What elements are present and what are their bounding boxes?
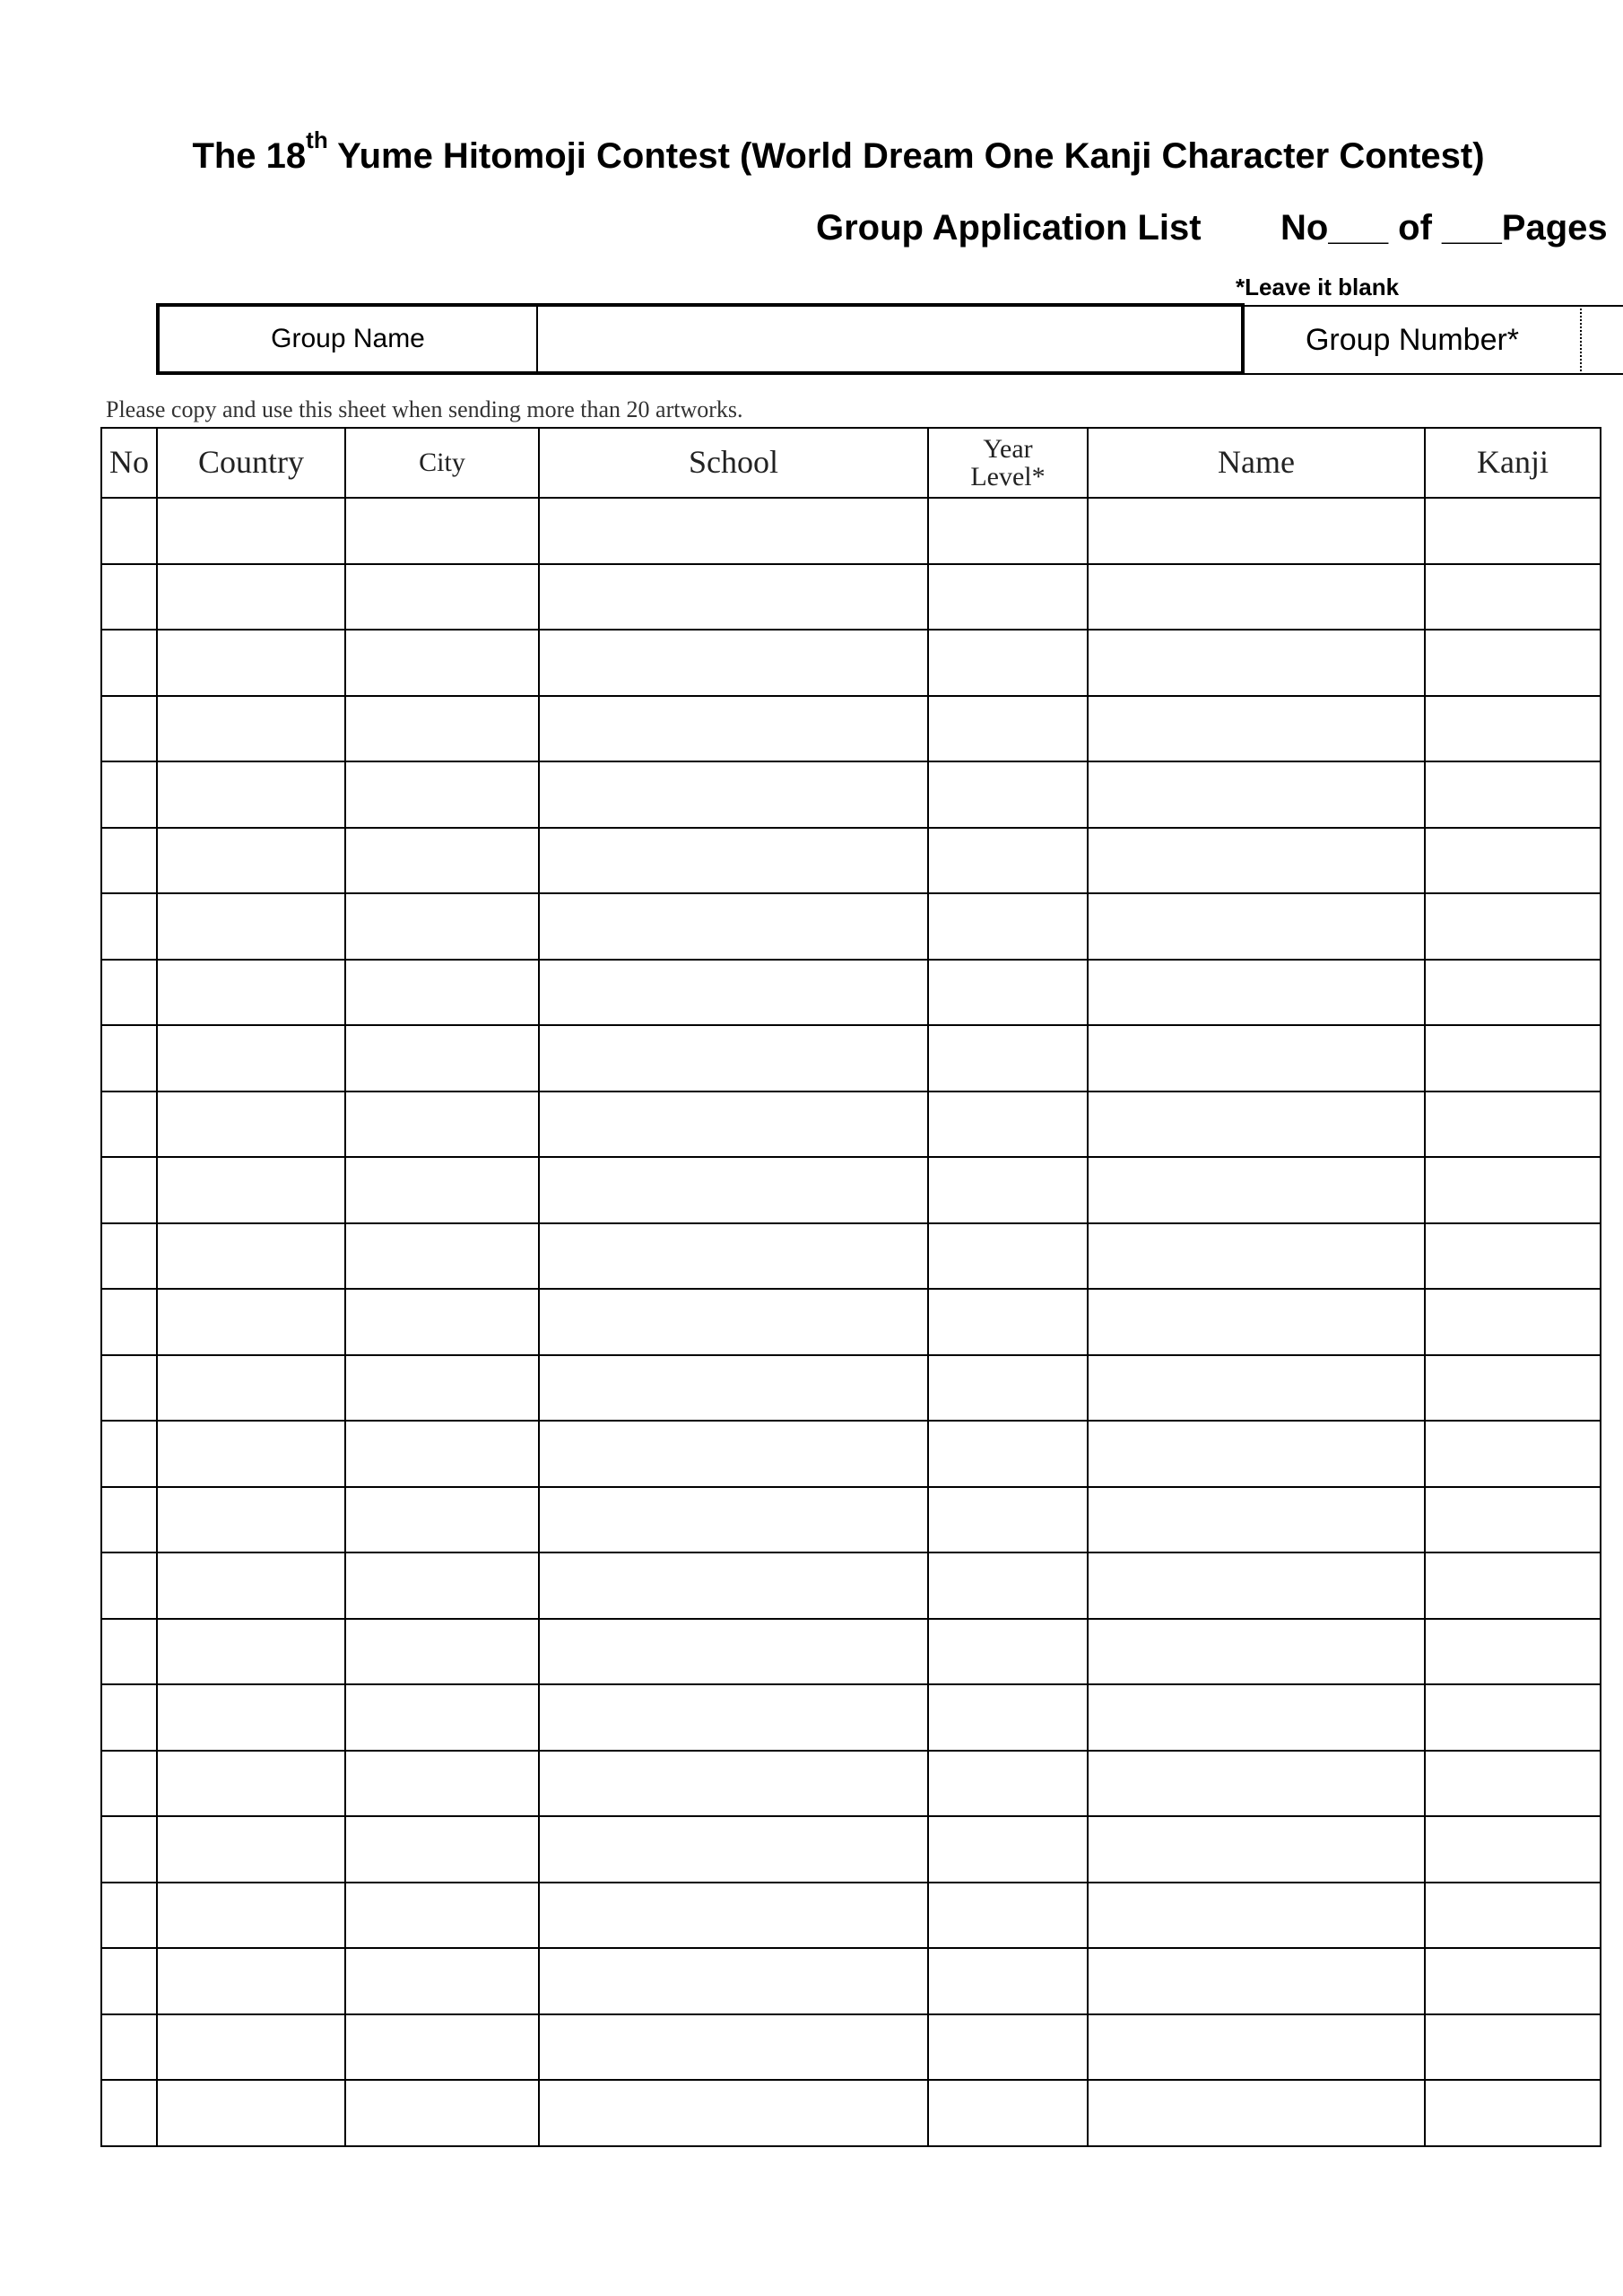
cell-year-level[interactable] xyxy=(928,1684,1088,1751)
cell-no[interactable] xyxy=(101,1223,157,1290)
cell-year-level[interactable] xyxy=(928,1091,1088,1158)
table-row xyxy=(101,1421,1601,1487)
cell-country[interactable] xyxy=(157,893,345,960)
group-info-box xyxy=(156,303,1600,375)
cell-year-level[interactable] xyxy=(928,630,1088,696)
cell-name[interactable] xyxy=(1088,2080,1425,2146)
cell-name[interactable] xyxy=(1088,1223,1425,1290)
cell-no[interactable] xyxy=(101,960,157,1026)
cell-city[interactable] xyxy=(345,1421,539,1487)
cell-year-level[interactable] xyxy=(928,1157,1088,1223)
cell-country[interactable] xyxy=(157,498,345,564)
cell-no[interactable] xyxy=(101,1421,157,1487)
cell-country[interactable] xyxy=(157,696,345,762)
year-level-line1: Year xyxy=(983,433,1033,464)
cell-school[interactable] xyxy=(539,1223,928,1290)
cell-no[interactable] xyxy=(101,2014,157,2081)
cell-kanji[interactable] xyxy=(1425,1025,1601,1091)
cell-country[interactable] xyxy=(157,1684,345,1751)
cell-no[interactable] xyxy=(101,1355,157,1422)
cell-country[interactable] xyxy=(157,960,345,1026)
cell-city[interactable] xyxy=(345,1684,539,1751)
cell-country[interactable] xyxy=(157,1883,345,1949)
col-header-no: No xyxy=(101,428,157,498)
cell-name[interactable] xyxy=(1088,2014,1425,2081)
cell-school[interactable] xyxy=(539,2080,928,2146)
cell-kanji[interactable] xyxy=(1425,696,1601,762)
table-row xyxy=(101,1948,1601,2014)
table-row xyxy=(101,1883,1601,1949)
cell-no[interactable] xyxy=(101,1091,157,1158)
cell-no[interactable] xyxy=(101,696,157,762)
table-row xyxy=(101,2014,1601,2081)
cell-city[interactable] xyxy=(345,1619,539,1685)
cell-city[interactable] xyxy=(345,564,539,631)
cell-no[interactable] xyxy=(101,1684,157,1751)
cell-school[interactable] xyxy=(539,1552,928,1619)
cell-year-level[interactable] xyxy=(928,2014,1088,2081)
cell-kanji[interactable] xyxy=(1425,1552,1601,1619)
table-row xyxy=(101,1751,1601,1817)
cell-school[interactable] xyxy=(539,1025,928,1091)
cell-city[interactable] xyxy=(345,2080,539,2146)
cell-year-level[interactable] xyxy=(928,1619,1088,1685)
cell-school[interactable] xyxy=(539,1487,928,1553)
cell-kanji[interactable] xyxy=(1425,893,1601,960)
cell-kanji[interactable] xyxy=(1425,1157,1601,1223)
contest-title xyxy=(0,126,1623,178)
cell-name[interactable] xyxy=(1088,1684,1425,1751)
cell-city[interactable] xyxy=(345,1355,539,1422)
cell-no[interactable] xyxy=(101,1552,157,1619)
cell-kanji[interactable] xyxy=(1425,1816,1601,1883)
group-number-label: Group Number* xyxy=(1245,305,1582,375)
cell-school[interactable] xyxy=(539,1751,928,1817)
cell-name[interactable] xyxy=(1088,564,1425,631)
cell-city[interactable] xyxy=(345,828,539,894)
cell-no[interactable] xyxy=(101,1025,157,1091)
table-row xyxy=(101,1289,1601,1355)
cell-kanji[interactable] xyxy=(1425,1619,1601,1685)
cell-country[interactable] xyxy=(157,1421,345,1487)
cell-city[interactable] xyxy=(345,630,539,696)
page-count-field[interactable]: No___ of ___Pages xyxy=(1280,208,1608,248)
cell-name[interactable] xyxy=(1088,761,1425,828)
cell-country[interactable] xyxy=(157,1025,345,1091)
cell-city[interactable] xyxy=(345,1091,539,1158)
cell-name[interactable] xyxy=(1088,1552,1425,1619)
cell-kanji[interactable] xyxy=(1425,1883,1601,1949)
cell-no[interactable] xyxy=(101,1619,157,1685)
cell-no[interactable] xyxy=(101,893,157,960)
cell-no[interactable] xyxy=(101,1816,157,1883)
title-superscript: th xyxy=(306,126,328,153)
cell-name[interactable] xyxy=(1088,1355,1425,1422)
cell-year-level[interactable] xyxy=(928,1487,1088,1553)
cell-country[interactable] xyxy=(157,1552,345,1619)
cell-country[interactable] xyxy=(157,1487,345,1553)
cell-name[interactable] xyxy=(1088,1289,1425,1355)
title-suffix: Yume Hitomoji Contest (World Dream One Kanji Character Contest) xyxy=(327,136,1485,176)
cell-kanji[interactable] xyxy=(1425,1948,1601,2014)
table-row xyxy=(101,1487,1601,1553)
cell-kanji[interactable] xyxy=(1425,761,1601,828)
cell-name[interactable] xyxy=(1088,893,1425,960)
cell-school[interactable] xyxy=(539,1684,928,1751)
cell-year-level[interactable] xyxy=(928,761,1088,828)
table-row xyxy=(101,1157,1601,1223)
col-header-city: City xyxy=(345,428,539,498)
table-row xyxy=(101,1091,1601,1158)
table-row xyxy=(101,1355,1601,1422)
cell-city[interactable] xyxy=(345,2014,539,2081)
cell-year-level[interactable] xyxy=(928,2080,1088,2146)
cell-no[interactable] xyxy=(101,1157,157,1223)
cell-no[interactable] xyxy=(101,630,157,696)
list-subtitle: Group Application List xyxy=(816,208,1202,248)
cell-country[interactable] xyxy=(157,1091,345,1158)
cell-year-level[interactable] xyxy=(928,828,1088,894)
table-row xyxy=(101,1684,1601,1751)
table-header-row xyxy=(101,428,1601,498)
cell-year-level[interactable] xyxy=(928,1289,1088,1355)
cell-no[interactable] xyxy=(101,1487,157,1553)
col-header-year-level xyxy=(928,428,1088,498)
table-row xyxy=(101,893,1601,960)
cell-no[interactable] xyxy=(101,761,157,828)
cell-country[interactable] xyxy=(157,761,345,828)
cell-kanji[interactable] xyxy=(1425,498,1601,564)
cell-no[interactable] xyxy=(101,1948,157,2014)
copy-sheet-note: Please copy and use this sheet when sending more than 20 artworks. xyxy=(106,396,743,422)
cell-country[interactable] xyxy=(157,1751,345,1817)
year-level-line2: Level* xyxy=(970,462,1046,491)
table-row xyxy=(101,1816,1601,1883)
cell-name[interactable] xyxy=(1088,630,1425,696)
cell-year-level[interactable] xyxy=(928,960,1088,1026)
cell-country[interactable] xyxy=(157,1223,345,1290)
cell-country[interactable] xyxy=(157,1816,345,1883)
cell-no[interactable] xyxy=(101,1883,157,1949)
cell-country[interactable] xyxy=(157,564,345,631)
cell-country[interactable] xyxy=(157,1157,345,1223)
cell-country[interactable] xyxy=(157,630,345,696)
cell-city[interactable] xyxy=(345,498,539,564)
cell-no[interactable] xyxy=(101,828,157,894)
group-number-field[interactable] xyxy=(1582,305,1623,375)
cell-kanji[interactable] xyxy=(1425,960,1601,1026)
cell-kanji[interactable] xyxy=(1425,2014,1601,2081)
cell-kanji[interactable] xyxy=(1425,1487,1601,1553)
cell-school[interactable] xyxy=(539,828,928,894)
table-row xyxy=(101,2080,1601,2146)
cell-year-level[interactable] xyxy=(928,1816,1088,1883)
cell-school[interactable] xyxy=(539,1816,928,1883)
cell-year-level[interactable] xyxy=(928,1883,1088,1949)
cell-school[interactable] xyxy=(539,2014,928,2081)
cell-year-level[interactable] xyxy=(928,1223,1088,1290)
cell-name[interactable] xyxy=(1088,696,1425,762)
cell-school[interactable] xyxy=(539,696,928,762)
cell-year-level[interactable] xyxy=(928,1552,1088,1619)
table-row xyxy=(101,1619,1601,1685)
cell-kanji[interactable] xyxy=(1425,828,1601,894)
cell-city[interactable] xyxy=(345,1948,539,2014)
cell-city[interactable] xyxy=(345,1552,539,1619)
cell-no[interactable] xyxy=(101,1751,157,1817)
cell-kanji[interactable] xyxy=(1425,1751,1601,1817)
cell-year-level[interactable] xyxy=(928,1355,1088,1422)
table-row xyxy=(101,564,1601,631)
cell-city[interactable] xyxy=(345,1025,539,1091)
table-row xyxy=(101,1223,1601,1290)
cell-country[interactable] xyxy=(157,1948,345,2014)
cell-name[interactable] xyxy=(1088,1157,1425,1223)
cell-city[interactable] xyxy=(345,1487,539,1553)
cell-year-level[interactable] xyxy=(928,564,1088,631)
cell-kanji[interactable] xyxy=(1425,1091,1601,1158)
cell-year-level[interactable] xyxy=(928,1025,1088,1091)
cell-city[interactable] xyxy=(345,1883,539,1949)
cell-kanji[interactable] xyxy=(1425,1289,1601,1355)
cell-year-level[interactable] xyxy=(928,1751,1088,1817)
cell-city[interactable] xyxy=(345,893,539,960)
cell-year-level[interactable] xyxy=(928,498,1088,564)
cell-school[interactable] xyxy=(539,960,928,1026)
cell-year-level[interactable] xyxy=(928,893,1088,960)
cell-year-level[interactable] xyxy=(928,696,1088,762)
col-header-school: School xyxy=(539,428,928,498)
cell-city[interactable] xyxy=(345,761,539,828)
col-header-name: Name xyxy=(1088,428,1425,498)
group-name-field[interactable] xyxy=(538,303,1245,375)
cell-no[interactable] xyxy=(101,564,157,631)
cell-city[interactable] xyxy=(345,960,539,1026)
cell-kanji[interactable] xyxy=(1425,1223,1601,1290)
cell-no[interactable] xyxy=(101,498,157,564)
cell-name[interactable] xyxy=(1088,1091,1425,1158)
table-row xyxy=(101,828,1601,894)
cell-kanji[interactable] xyxy=(1425,630,1601,696)
cell-kanji[interactable] xyxy=(1425,564,1601,631)
cell-country[interactable] xyxy=(157,1619,345,1685)
cell-city[interactable] xyxy=(345,1289,539,1355)
cell-country[interactable] xyxy=(157,2014,345,2081)
cell-school[interactable] xyxy=(539,1355,928,1422)
cell-school[interactable] xyxy=(539,630,928,696)
cell-name[interactable] xyxy=(1088,1619,1425,1685)
cell-school[interactable] xyxy=(539,498,928,564)
cell-name[interactable] xyxy=(1088,1883,1425,1949)
cell-name[interactable] xyxy=(1088,1025,1425,1091)
cell-city[interactable] xyxy=(345,1816,539,1883)
cell-country[interactable] xyxy=(157,1289,345,1355)
cell-name[interactable] xyxy=(1088,1421,1425,1487)
cell-country[interactable] xyxy=(157,2080,345,2146)
table-row xyxy=(101,960,1601,1026)
cell-school[interactable] xyxy=(539,1289,928,1355)
application-table xyxy=(100,427,1601,2147)
cell-school[interactable] xyxy=(539,1883,928,1949)
cell-school[interactable] xyxy=(539,1421,928,1487)
cell-year-level[interactable] xyxy=(928,1421,1088,1487)
cell-school[interactable] xyxy=(539,893,928,960)
cell-school[interactable] xyxy=(539,1157,928,1223)
cell-country[interactable] xyxy=(157,828,345,894)
cell-city[interactable] xyxy=(345,1157,539,1223)
table-row xyxy=(101,1552,1601,1619)
cell-no[interactable] xyxy=(101,1289,157,1355)
table-row xyxy=(101,630,1601,696)
table-body xyxy=(101,498,1601,2146)
table-row xyxy=(101,761,1601,828)
cell-country[interactable] xyxy=(157,1355,345,1422)
cell-school[interactable] xyxy=(539,1091,928,1158)
cell-name[interactable] xyxy=(1088,1487,1425,1553)
cell-kanji[interactable] xyxy=(1425,1355,1601,1422)
table-row xyxy=(101,696,1601,762)
cell-city[interactable] xyxy=(345,1751,539,1817)
cell-year-level[interactable] xyxy=(928,1948,1088,2014)
cell-city[interactable] xyxy=(345,1223,539,1290)
cell-school[interactable] xyxy=(539,1619,928,1685)
cell-kanji[interactable] xyxy=(1425,2080,1601,2146)
group-name-label: Group Name xyxy=(156,303,538,375)
cell-school[interactable] xyxy=(539,564,928,631)
cell-school[interactable] xyxy=(539,761,928,828)
table-row xyxy=(101,498,1601,564)
col-header-country: Country xyxy=(157,428,345,498)
title-prefix: The 18 xyxy=(192,136,307,176)
cell-name[interactable] xyxy=(1088,1751,1425,1817)
leave-blank-note: *Leave it blank xyxy=(1236,274,1400,300)
cell-kanji[interactable] xyxy=(1425,1421,1601,1487)
cell-city[interactable] xyxy=(345,696,539,762)
cell-name[interactable] xyxy=(1088,498,1425,564)
cell-name[interactable] xyxy=(1088,828,1425,894)
col-header-kanji: Kanji xyxy=(1425,428,1601,498)
cell-name[interactable] xyxy=(1088,1816,1425,1883)
table-row xyxy=(101,1025,1601,1091)
cell-name[interactable] xyxy=(1088,960,1425,1026)
cell-kanji[interactable] xyxy=(1425,1684,1601,1751)
cell-school[interactable] xyxy=(539,1948,928,2014)
cell-no[interactable] xyxy=(101,2080,157,2146)
cell-name[interactable] xyxy=(1088,1948,1425,2014)
